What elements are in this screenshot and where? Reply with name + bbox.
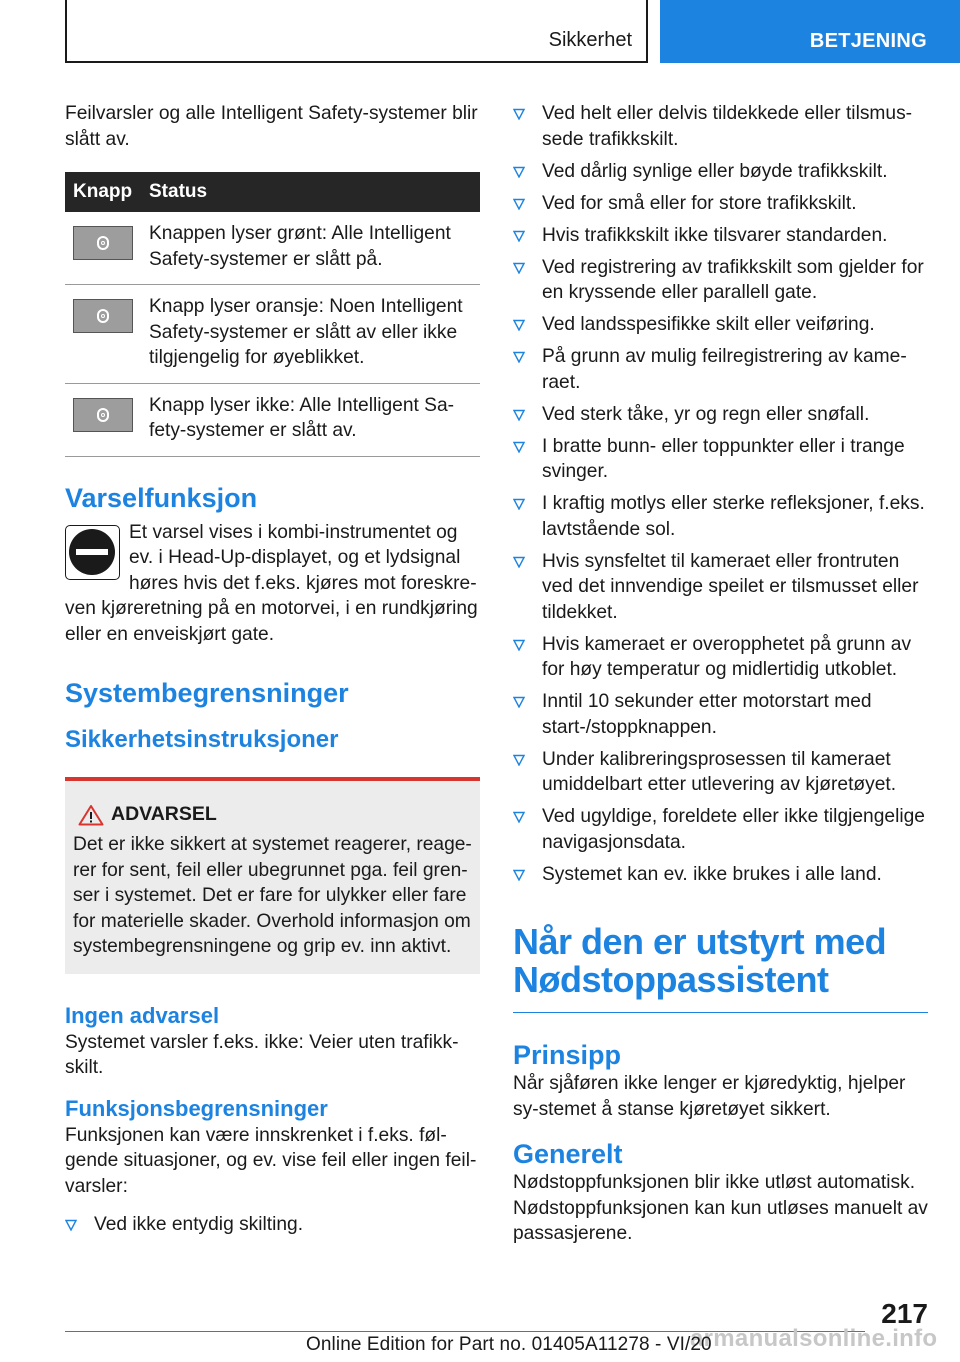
table-cell-status: Knappen lyser grønt: Alle Intelligent Safety-systemer er slått på. xyxy=(149,223,451,270)
bullet-triangle-icon xyxy=(513,230,525,242)
list-item: Inntil 10 sekunder etter motorstart med start-/stoppknappen. xyxy=(513,689,928,740)
list-item: Hvis kameraet er overopphetet på grunn av for høy temperatur og midlertidig utkoblet. xyxy=(513,632,928,683)
list-item: Ved helt eller delvis tildekkede eller tilsmus-sede trafikkskilt. xyxy=(513,101,928,152)
list-item: Systemet kan ev. ikke brukes i alle land. xyxy=(513,862,928,888)
right-column xyxy=(513,101,928,1247)
intro-paragraph: Feilvarsler og alle Intelligent Safety-systemer blir slått av. xyxy=(65,103,478,150)
heading-varselfunksjon: Varselfunksjon xyxy=(65,482,258,513)
list-item: Ved dårlig synlige eller bøyde trafikkskilt. xyxy=(513,159,928,185)
table-header xyxy=(65,172,480,212)
heading-funksjonsbegrensninger: Funksjonsbegrensninger xyxy=(65,1095,328,1121)
heading-utstyrt-line1: Når den er utstyrt med xyxy=(513,921,887,962)
section-title: Sikkerhet xyxy=(548,29,632,51)
intelligent-safety-button-icon xyxy=(73,226,133,260)
list-item: I bratte bunn- eller toppunkter eller i trange svinger. xyxy=(513,434,928,485)
list-item: Hvis trafikkskilt ikke tilsvarer standarden. xyxy=(513,223,928,249)
list-item: I kraftig motlys eller sterke refleksjoner, f.eks. lavtstående sol. xyxy=(513,491,928,542)
bullet-triangle-icon xyxy=(513,556,525,568)
list-item: Ved ikke entydig skilting. xyxy=(65,1212,480,1238)
warning-box xyxy=(65,777,480,974)
list-item: På grunn av mulig feilregistrering av kame-raet. xyxy=(513,344,928,395)
function-limits-paragraph: Funksjonen kan være innskrenket i f.eks. føl-gende situasjoner, og ev. vise feil eller ingen feil-varsler: xyxy=(65,1124,477,1197)
warning-title: ADVARSEL xyxy=(111,803,217,825)
table-row xyxy=(65,212,480,285)
warning-triangle-icon xyxy=(73,804,109,826)
heading-systembegrensninger: Systembegrensninger xyxy=(65,678,349,708)
heading-rule xyxy=(513,1012,928,1013)
heading-ingen-advarsel: Ingen advarsel xyxy=(65,1002,220,1028)
watermark: armanualsonline.info xyxy=(690,1325,938,1352)
principle-paragraph: Når sjåføren ikke lenger er kjøredyktig, hjelper sy-stemet å stanse kjøretøyet sikkert. xyxy=(513,1073,906,1120)
no-entry-sign-icon xyxy=(65,525,120,580)
bullet-triangle-icon xyxy=(513,166,525,178)
heading-utstyrt-line2: Nødstoppassistent xyxy=(513,959,829,1000)
bullet-triangle-icon xyxy=(513,869,525,881)
header-tab xyxy=(65,0,648,63)
bullet-triangle-icon xyxy=(513,409,525,421)
bullet-triangle-icon xyxy=(513,351,525,363)
list-item: Under kalibreringsprosessen til kameraet umiddelbart etter utlevering av kjøretøyet. xyxy=(513,747,928,798)
bullet-triangle-icon xyxy=(513,198,525,210)
right-bullet-list xyxy=(513,101,928,887)
left-column xyxy=(65,101,480,1244)
list-item: Hvis synsfeltet til kameraet eller frontruten ved det innvendige speilet er tilsmusset eller tildekket. xyxy=(513,549,928,626)
list-item: Ved sterk tåke, yr og regn eller snøfall. xyxy=(513,402,928,428)
list-item: Ved ugyldige, foreldete eller ikke tilgjengelige navigasjonsdata. xyxy=(513,804,928,855)
general-paragraph: Nødstoppfunksjonen blir ikke utløst automatisk. Nødstoppfunksjonen kan kun utløses manuelt av passasjerene. xyxy=(513,1172,928,1244)
table-row xyxy=(65,285,480,384)
big-heading-block xyxy=(513,923,928,999)
warning-title-row xyxy=(73,803,472,826)
list-item: Ved registrering av trafikkskilt som gjelder for en kryssende eller parallell gate. xyxy=(513,255,928,306)
chapter-title: BETJENING xyxy=(809,30,927,52)
chapter-tab xyxy=(660,0,960,63)
table-cell-status: Knapp lyser oransje: Noen Intelligent Safety-systemer er slått av eller ikke tilgjengelig for øyeblikket. xyxy=(149,296,463,368)
list-item: Ved landsspesifikke skilt eller veiføring. xyxy=(513,312,928,338)
varsel-paragraph: Et varsel vises i kombi-instrumentet og ev. i Head-Up-displayet, og et lydsignal høres hvis det f.eks. kjøres mot foreskre-ven kjøreretning på en motorvei, i en rundkjøring eller en enveiskjørt gate. xyxy=(65,521,478,645)
bullet-triangle-icon xyxy=(513,696,525,708)
heading-sikkerhetsinstruksjoner: Sikkerhetsinstruksjoner xyxy=(65,726,339,753)
intelligent-safety-button-icon xyxy=(73,299,133,333)
page-number: 217 xyxy=(881,1298,928,1329)
bullet-triangle-icon xyxy=(513,441,525,453)
intelligent-safety-button-icon xyxy=(73,398,133,432)
bullet-triangle-icon xyxy=(65,1219,77,1231)
no-warning-paragraph: Systemet varsler f.eks. ikke: Veier uten trafikk-skilt. xyxy=(65,1031,459,1078)
table-header-knapp: Knapp xyxy=(73,181,133,202)
table-row xyxy=(65,384,480,457)
heading-prinsipp: Prinsipp xyxy=(513,1040,622,1070)
left-bullet-list xyxy=(65,1212,480,1238)
bullet-triangle-icon xyxy=(513,319,525,331)
bullet-triangle-icon xyxy=(513,108,525,120)
table-cell-status: Knapp lyser ikke: Alle Intelligent Sa-fety-systemer er slått av. xyxy=(149,394,455,441)
table-header-status: Status xyxy=(149,181,208,202)
list-item: Ved for små eller for store trafikkskilt. xyxy=(513,191,928,217)
bullet-triangle-icon xyxy=(513,754,525,766)
bullet-triangle-icon xyxy=(513,811,525,823)
heading-generelt: Generelt xyxy=(513,1139,623,1169)
bullet-triangle-icon xyxy=(513,262,525,274)
bullet-triangle-icon xyxy=(513,639,525,651)
varsel-block xyxy=(65,520,480,648)
bullet-triangle-icon xyxy=(513,498,525,510)
edition-text: Online Edition for Part no. 01405A11278 - VI/20 xyxy=(306,1334,712,1355)
button-status-table xyxy=(65,172,480,457)
warning-text: Det er ikke sikkert at systemet reagerer, reage-rer for sent, feil eller ubegrunnet pga. feil gren-ser i systemet. Det er fare for ulykker eller fare for materielle skader. Overhold informasjon om systembegrensningene og grip ev. inn aktivt. xyxy=(73,834,472,957)
